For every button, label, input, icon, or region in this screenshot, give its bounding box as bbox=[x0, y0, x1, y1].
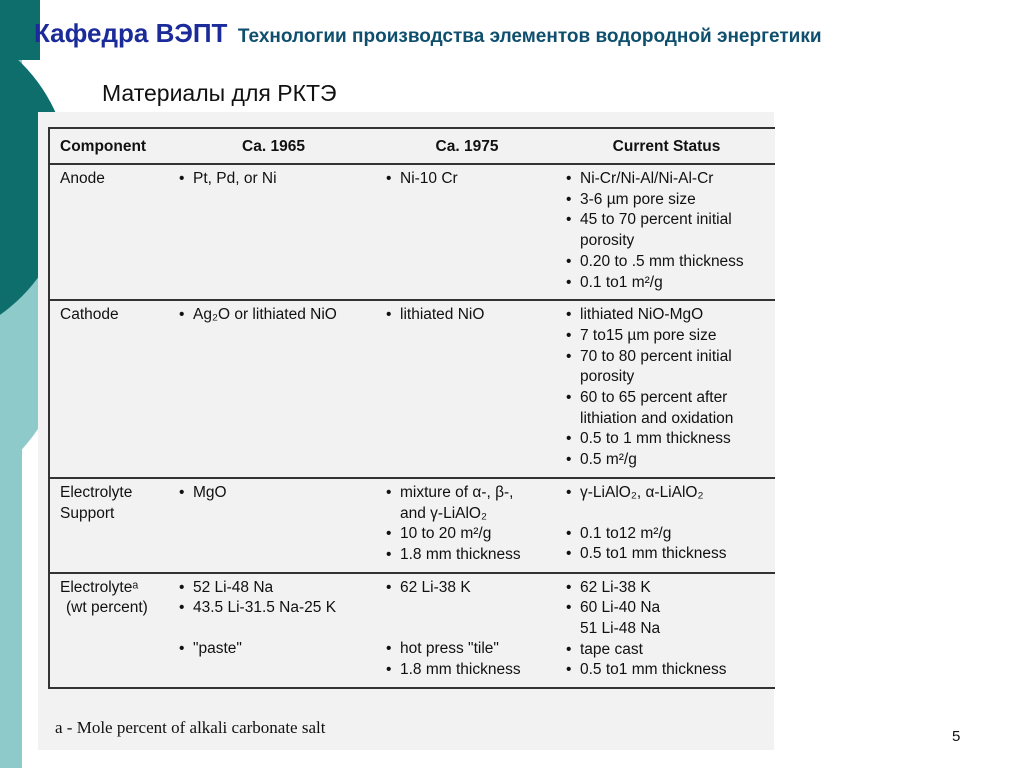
ca1965-cell bbox=[169, 300, 376, 478]
header-component: Component bbox=[49, 128, 169, 164]
ca1975-cell bbox=[376, 573, 556, 689]
header-ca-1965: Ca. 1965 bbox=[169, 128, 376, 164]
materials-table bbox=[48, 127, 775, 689]
table-row bbox=[49, 300, 775, 478]
list-item: • 0.5 m²/g bbox=[566, 450, 769, 471]
component-name: Electrolyteᵃ bbox=[60, 578, 139, 596]
list-item: • Ni-10 Cr bbox=[386, 169, 550, 190]
list-item: • 10 to 20 m²/g bbox=[386, 524, 550, 545]
table-row bbox=[49, 164, 775, 300]
ca1975-cell bbox=[376, 164, 556, 300]
list-item: • 0.5 to 1 mm thickness bbox=[566, 429, 769, 450]
list-item: • 60 to 65 percent after bbox=[566, 388, 769, 409]
component-cell bbox=[49, 573, 169, 689]
ca1975-cell bbox=[376, 478, 556, 573]
current-status-cell bbox=[556, 573, 775, 689]
slide-header bbox=[34, 18, 822, 49]
list-item: • lithiated NiO-MgO bbox=[566, 305, 769, 326]
list-item: • 0.5 to1 mm thickness bbox=[566, 660, 769, 681]
list-item-continued: and γ-LiAlO₂ bbox=[400, 504, 487, 522]
list-item: • 0.20 to .5 mm thickness bbox=[566, 252, 769, 273]
list-item-continued: porosity bbox=[580, 368, 635, 386]
list-item: • Ni-Cr/Ni-Al/Ni-Al-Cr bbox=[566, 169, 769, 190]
current-status-cell bbox=[556, 478, 775, 573]
list-item: • mixture of α-, β-, bbox=[386, 483, 550, 504]
list-item: • 7 to15 µm pore size bbox=[566, 326, 769, 347]
current-status-cell bbox=[556, 164, 775, 300]
list-item-continued: lithiation and oxidation bbox=[580, 409, 734, 427]
list-item: • γ-LiAlO₂, α-LiAlO₂ bbox=[566, 483, 769, 504]
list-item: • Ag₂O or lithiated NiO bbox=[179, 305, 370, 326]
component-name: Anode bbox=[60, 170, 105, 187]
list-item: • 45 to 70 percent initial bbox=[566, 210, 769, 231]
list-item: • 1.8 mm thickness bbox=[386, 660, 550, 681]
list-item: • 1.8 mm thickness bbox=[386, 545, 550, 566]
header-ca-1975: Ca. 1975 bbox=[376, 128, 556, 164]
table-row bbox=[49, 478, 775, 573]
department-title: Кафедра ВЭПТ bbox=[34, 18, 228, 48]
current-status-cell bbox=[556, 300, 775, 478]
list-item: • hot press "tile" bbox=[386, 639, 550, 660]
list-item: • MgO bbox=[179, 483, 370, 504]
table-header-row bbox=[49, 128, 775, 164]
ca1965-cell bbox=[169, 573, 376, 689]
ca1965-cell bbox=[169, 164, 376, 300]
list-item: • 3-6 µm pore size bbox=[566, 190, 769, 211]
component-name: Electrolyte bbox=[60, 483, 133, 501]
list-item: • 0.5 to1 mm thickness bbox=[566, 544, 769, 565]
course-title: Технологии производства элементов водородной энергетики bbox=[237, 26, 822, 47]
component-name: Cathode bbox=[60, 306, 119, 324]
list-item: • 0.1 to12 m²/g bbox=[566, 524, 769, 545]
table-row bbox=[49, 573, 775, 689]
component-cell bbox=[49, 478, 169, 573]
component-name-line2: (wt percent) bbox=[66, 599, 148, 617]
page-number: 5 bbox=[952, 728, 961, 745]
list-item-continued: 51 Li-48 Na bbox=[580, 620, 661, 638]
component-cell bbox=[49, 164, 169, 300]
slide-subtitle: Материалы для РКТЭ bbox=[102, 80, 337, 106]
header-current-status: Current Status bbox=[556, 128, 775, 164]
list-item: • Pt, Pd, or Ni bbox=[179, 169, 370, 190]
list-item: • 0.1 to1 m²/g bbox=[566, 273, 769, 294]
list-item: • tape cast bbox=[566, 640, 769, 661]
list-item: • 70 to 80 percent initial bbox=[566, 347, 769, 368]
list-item: • 62 Li-38 K bbox=[386, 578, 550, 599]
list-item-continued: porosity bbox=[580, 232, 635, 250]
list-item: • 60 Li-40 Na bbox=[566, 598, 769, 619]
ca1965-cell bbox=[169, 478, 376, 573]
component-cell bbox=[49, 300, 169, 478]
component-name-line2: Support bbox=[60, 504, 115, 522]
table-footnote: a - Mole percent of alkali carbonate salt bbox=[55, 718, 326, 737]
list-item: • 52 Li-48 Na bbox=[179, 578, 370, 599]
list-item: • "paste" bbox=[179, 639, 370, 660]
list-item: • 62 Li-38 K bbox=[566, 578, 769, 599]
list-item: • lithiated NiO bbox=[386, 305, 550, 326]
list-item: • 43.5 Li-31.5 Na-25 K bbox=[179, 598, 370, 619]
ca1975-cell bbox=[376, 300, 556, 478]
